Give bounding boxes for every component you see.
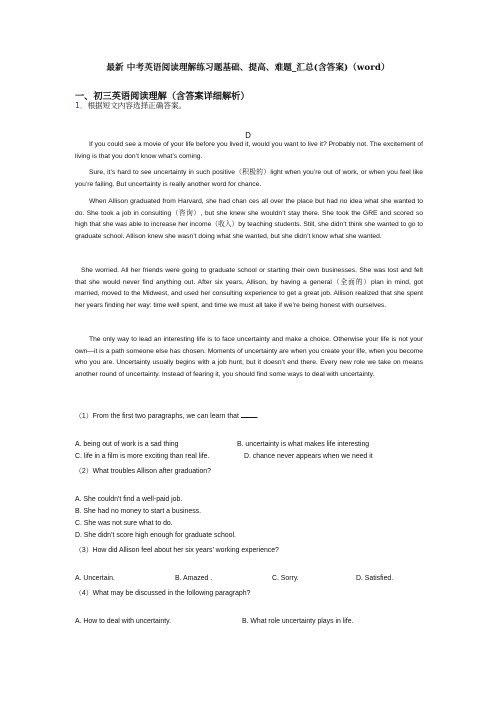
option: D. Satisfied.: [356, 575, 394, 582]
question-stem: （2）What troubles Allison after graduation?: [75, 468, 211, 475]
paragraph: If you could see a movie of your life before you lived it, would you want to live it? Probably not. The excitement of living is that you don’t know what’s coming.: [75, 141, 423, 160]
option: C. She was not sure what to do.: [75, 520, 173, 527]
option: D. chance never appears when we need it: [244, 453, 373, 460]
option: C. Sorry.: [272, 575, 299, 582]
paragraph: When Allison graduated from Harvard, she had chan ces all over the place but had no idea what she wanted to do. She took a job in consulting（咨询）, but she knew she wouldn’t stay there. She took the GRE and scored so high that she was able to increase her income（收入）by teaching students. Still, she didn’t think she wanted to go to graduate school. Allison knew she wasn’t doing what she wanted, but she didn’t know what she wanted.: [75, 198, 423, 241]
option: A. How to deal with uncertainty.: [75, 618, 172, 625]
paragraph: She worried. All her friends were going to graduate school or starting their own businesses. She was lost and felt that she would never find anything out. After six years, Allison, by having a general（全面的）plan in mind, got married, moved to the Midwest, and used her consulting experience to get a great job. Allison realized that she spent her years finding her way: time well spent, and time we must all take if we’re being honest with ourselves.: [75, 267, 423, 310]
option: B. What role uncertainty plays in life.: [242, 618, 354, 625]
paragraph: The only way to lead an interesting life is to face uncertainty and make a choice. Otherwise your life is not your own—it is a path someone else has chosen. Moments of uncertainty are when you create your life, when you become who you are. Uncertainty usually begins with a job hunt, but it doesn’t end there. Every new role we take on means another round of uncertainty. Instead of fearing it, you should find some ways to deal with uncertainty.: [75, 336, 423, 379]
instruction-text: 根据短文内容选择正确答案。: [87, 101, 187, 110]
option: B. She had no money to start a business.: [75, 508, 202, 515]
option: B. Amazed .: [175, 575, 213, 582]
question-stem: （3）How did Allison feel about her six years’ working experience?: [75, 547, 279, 554]
option: B. uncertainty is what makes life interesting: [237, 441, 370, 448]
option: D. She didn’t score high enough for graduate school.: [75, 532, 236, 539]
option: A. She couldn’t find a well-paid job.: [75, 496, 183, 503]
option: A. being out of work is a sad thing: [75, 441, 179, 448]
answer-blank: [241, 411, 257, 418]
section-heading: 一、初三英语阅读理解（含答案详细解析）: [75, 91, 250, 102]
paragraph: Sure, it’s hard to see uncertainty in such positive（积极的）light when you’re out of work, or when you feel like you’re failing. But uncertainty is really another word for chance.: [75, 169, 423, 188]
instruction: [75, 100, 186, 111]
option: C. life in a film is more exciting than real life.: [75, 453, 210, 460]
passage-label: D: [245, 131, 251, 140]
option: A. Uncertain.: [75, 575, 115, 582]
question-stem: （1）From the first two paragraphs, we can learn that .: [75, 413, 259, 420]
question-number: 1．: [75, 101, 88, 110]
question-stem: （4）What may be discussed in the following paragraph?: [75, 590, 251, 597]
document-title: 最新 中考英语阅读理解练习题基础、提高、难题_汇总(含答案)（word）: [106, 63, 390, 73]
